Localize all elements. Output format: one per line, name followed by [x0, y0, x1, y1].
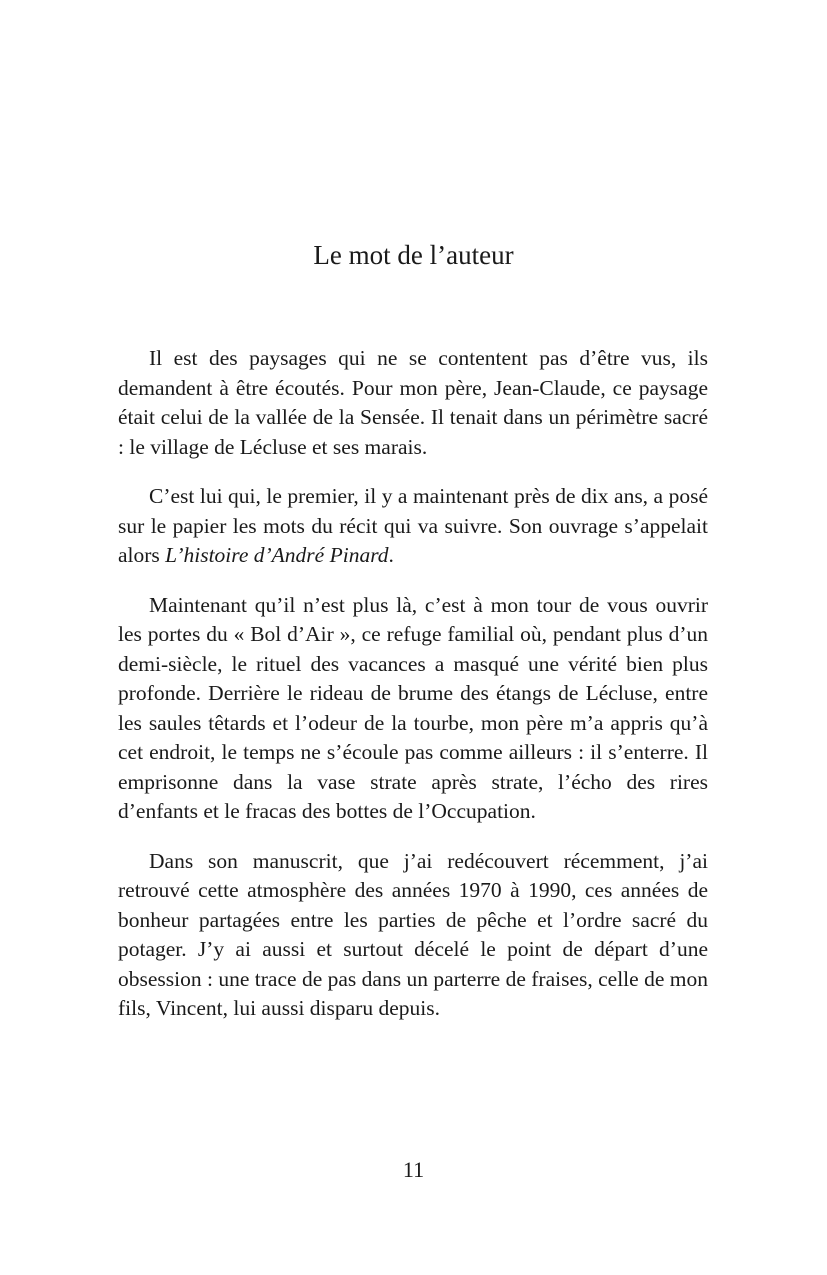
paragraph-2	[118, 482, 708, 571]
body-text	[118, 344, 708, 1044]
paragraph-4: Dans son manuscrit, que j’ai redécouvert récemment, j’ai retrouvé cette atmosphère des années 1970 à 1990, ces années de bonheur partagées entre les parties de pêche et l’ordre sacré du potager. J’y ai aussi et surtout décelé le point de départ d’une obsession : une trace de pas dans un parterre de fraises, celle de mon fils, Vincent, lui aussi disparu depuis.	[118, 848, 708, 1020]
paragraph-2-text-after: .	[388, 543, 394, 567]
page-number: 11	[402, 1157, 425, 1182]
chapter-title: Le mot de l’auteur	[313, 240, 514, 270]
paragraph-3: Maintenant qu’il n’est plus là, c’est à mon tour de vous ouvrir les portes du « Bol d’Air », ce refuge familial où, pendant plus d’un demi-siècle, le rituel des vacances a masqué une vérité bien plus profonde. Derrière le rideau de brume des étangs de Lécluse, entre les saules têtards et l’odeur de la tourbe, mon père m’a appris qu’à cet endroit, le temps ne s’écoule pas comme ailleurs : il s’enterre. Il emprisonne dans la vase strate après strate, l’écho des rires d’enfants et le fracas des bottes de l’Occupation.	[118, 592, 708, 823]
paragraph-2-text-before: C’est lui qui, le premier, il y a maintenant près de dix ans, a posé sur le papier les mots du récit qui va suivre. Son ouvrage s’appelait alors	[118, 484, 708, 567]
paragraph-1: Il est des paysages qui ne se contentent pas d’être vus, ils demandent à être écoutés. Pour mon père, Jean-Claude, ce paysage était celui de la vallée de la Sensée. Il tenait dans un périmètre sacré : le village de Lécluse et ses marais.	[118, 346, 708, 459]
book-title-italic: L’histoire d’André Pinard	[165, 543, 389, 567]
